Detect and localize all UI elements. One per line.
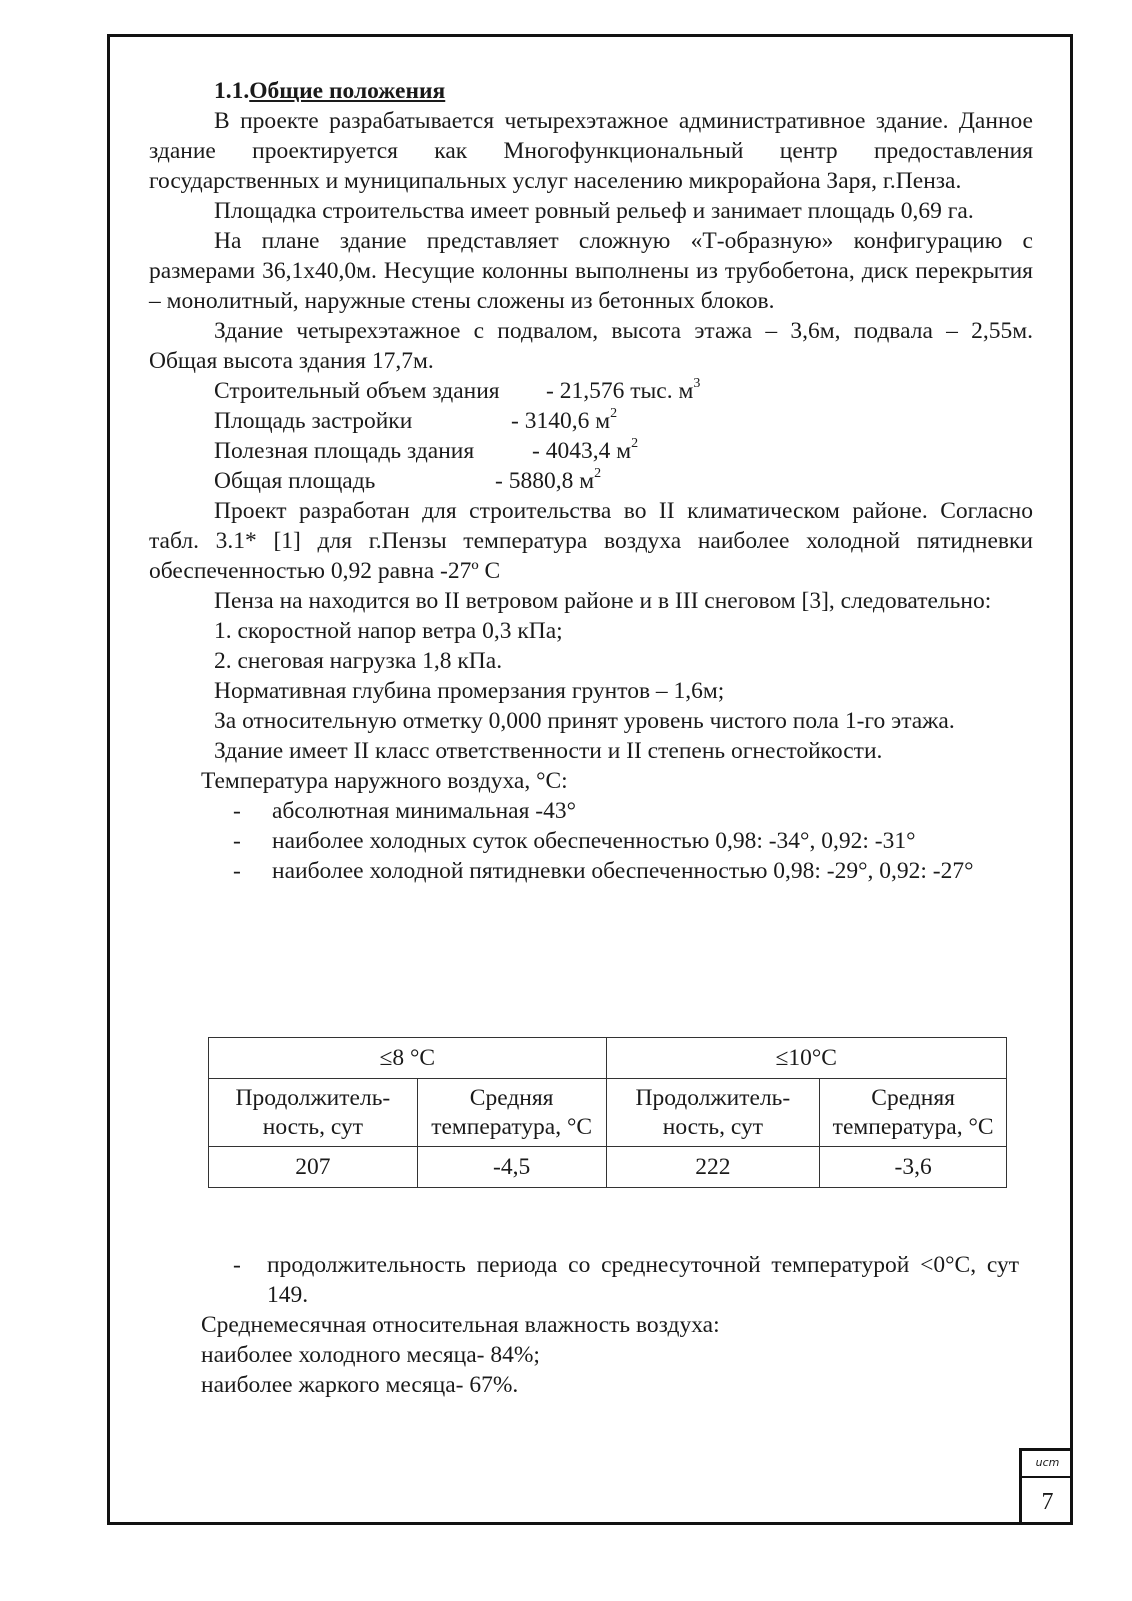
stat-label: Полезная площадь здания xyxy=(214,438,475,464)
stat-label: Строительный объем здания xyxy=(214,378,500,404)
table-cell: -4,5 xyxy=(417,1147,606,1188)
stat-footprint xyxy=(214,406,1033,436)
stat-value: - 21,576 тыс. $м^3$ xyxy=(546,376,701,404)
table-cell: 222 xyxy=(606,1147,820,1188)
paragraph-plan: На плане здание представляет сложную «Т-образную» конфигурацию с размерами 36,1х40,0м. Несущие колонны выполнены из трубобетона, диск перекрытия – монолитный, наружные стены сложены из бетонных блоков. xyxy=(149,228,1033,314)
paragraph-zero-mark: За относительную отметку 0,000 принят уровень чистого пола 1-го этажа. xyxy=(214,708,955,734)
stat-total-area xyxy=(214,466,1033,496)
paragraph-wind-snow: Пенза на находится во II ветровом районе и в III снеговом [3], следовательно: xyxy=(214,588,992,614)
table-header-cell: Продолжитель-ность, сут xyxy=(209,1079,418,1147)
table-row xyxy=(209,1038,1007,1079)
after-table-text xyxy=(149,1250,1033,1400)
stat-value: - 4043,4 $м^2$ xyxy=(532,436,639,464)
temperature-title: Температура наружного воздуха, °С: xyxy=(201,768,568,794)
humidity-title: Среднемесячная относительная влажность воздуха: xyxy=(201,1312,720,1338)
table-cell: 207 xyxy=(209,1147,418,1188)
heating-period-table xyxy=(208,1037,1007,1188)
table-group-header: ≤8 °С xyxy=(209,1038,607,1079)
list-item: - наиболее холодной пятидневки обеспеченностью 0,98: -29°, 0,92: -27° xyxy=(233,858,974,884)
paragraph-site: Площадка строительства имеет ровный рельеф и занимает площадь 0,69 га. xyxy=(214,198,974,224)
frost-depth: Нормативная глубина промерзания грунтов – 1,6м; xyxy=(214,678,725,704)
paragraph-climate: Проект разработан для строительства во II климатическом районе. Согласно табл. 3.1* [1] для г.Пензы температура воздуха наиболее холодной пятидневки обеспеченностью 0,92 равна -27º С xyxy=(149,498,1033,584)
stat-value: - 3140,6 $м^2$ xyxy=(511,406,618,434)
paragraph-project: В проекте разрабатывается четырехэтажное административное здание. Данное здание проектируется как Многофункциональный центр предоставления государственных и муниципальных услуг населению микрорайона Заря, г.Пенза. xyxy=(149,108,1033,194)
list-item: - продолжительность периода со среднесуточной температурой <0°С, сут 149. xyxy=(233,1252,1019,1308)
section-heading xyxy=(214,76,1033,106)
table-header-cell: Средняя температура, °С xyxy=(417,1079,606,1147)
humidity-hot: наиболее жаркого месяца- 67%. xyxy=(201,1372,519,1398)
stat-volume xyxy=(214,376,1033,406)
paragraph-floors: Здание четырехэтажное с подвалом, высота этажа – 3,6м, подвала – 2,55м. Общая высота здания 17,7м. xyxy=(149,318,1033,374)
stamp-code: ucm xyxy=(1022,1451,1073,1478)
document-body xyxy=(149,76,1033,886)
stat-label: Площадь застройки xyxy=(214,408,413,434)
table-cell: -3,6 xyxy=(820,1147,1007,1188)
section-number: 1.1. xyxy=(214,78,250,104)
stat-label: Общая площадь xyxy=(214,468,376,494)
responsibility-class: Здание имеет II класс ответственности и II степень огнестойкости. xyxy=(214,738,883,764)
table-header-cell: Продолжитель-ность, сут xyxy=(606,1079,820,1147)
table-row xyxy=(209,1079,1007,1147)
list-item: - абсолютная минимальная -43° xyxy=(233,798,576,824)
table-header-cell: Средняя температура, °С xyxy=(820,1079,1007,1147)
stat-value: - 5880,8 $м^2$ xyxy=(495,466,602,494)
table-row xyxy=(209,1147,1007,1188)
snow-load: 2. снеговая нагрузка 1,8 кПа. xyxy=(214,648,503,674)
table-group-header: ≤10°С xyxy=(606,1038,1007,1079)
title-block-stamp xyxy=(1019,1448,1073,1525)
section-title: Общие положения xyxy=(249,78,446,104)
page-number: 7 xyxy=(1041,1489,1054,1515)
list-item: - наиболее холодных суток обеспеченностью 0,98: -34°, 0,92: -31° xyxy=(233,828,916,854)
humidity-cold: наиболее холодного месяца- 84%; xyxy=(201,1342,540,1368)
stat-useful-area xyxy=(214,436,1033,466)
wind-load: 1. скоростной напор ветра 0,3 кПа; xyxy=(214,618,563,644)
